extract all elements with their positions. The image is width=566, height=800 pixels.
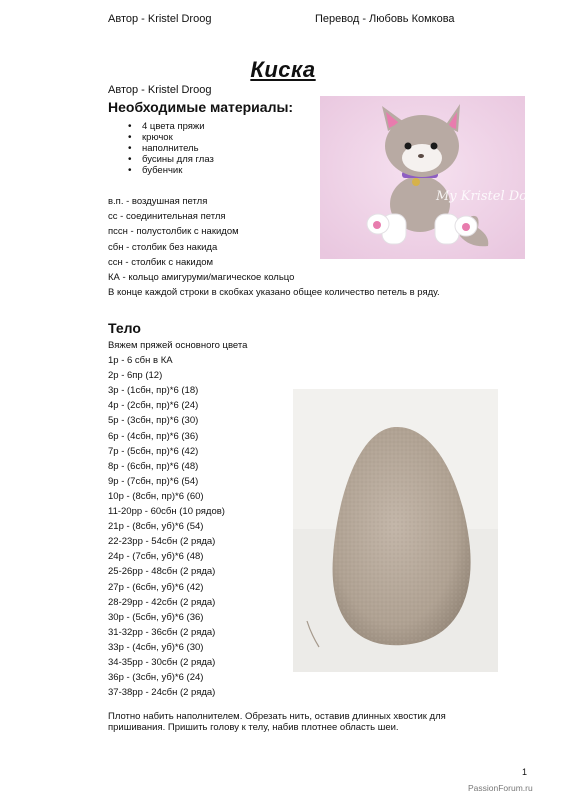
- page-number: 1: [522, 767, 528, 777]
- materials-list: [128, 121, 214, 176]
- row-line: 7р - (5сбн, пр)*6 (42): [108, 445, 199, 457]
- row-line: 36р - (3сбн, уб)*6 (24): [108, 672, 204, 684]
- row-line: 27р - (6сбн, уб)*6 (42): [108, 581, 204, 593]
- list-item: • наполнитель: [128, 143, 214, 154]
- row-line: 11-20рр - 60сбн (10 рядов): [108, 506, 225, 518]
- row-line: 22-23рр - 54сбн (2 ряда): [108, 536, 216, 548]
- author-line: Автор - Kristel Droog: [108, 84, 212, 96]
- row-line: 21р - (8сбн, уб)*6 (54): [108, 521, 204, 533]
- row-line: 37-38рр - 24сбн (2 ряда): [108, 687, 216, 699]
- row-line: 28-29рр - 42сбн (2 ряда): [108, 596, 216, 608]
- body-rows: [108, 338, 247, 700]
- body-heading: Тело: [108, 320, 141, 336]
- list-item: • крючок: [128, 132, 214, 143]
- footer-watermark: PassionForum.ru: [468, 783, 533, 793]
- abbreviation-line: сс - соединительная петля: [108, 211, 226, 223]
- row-line: 24р - (7сбн, уб)*6 (48): [108, 551, 204, 563]
- row-line: 34-35рр - 30сбн (2 ряда): [108, 656, 216, 668]
- body-photo: [293, 389, 498, 672]
- row-line: 9р - (7сбн, пр)*6 (54): [108, 475, 199, 487]
- cat-photo: [320, 96, 542, 259]
- abbreviation-line: КА - кольцо амигуруми/магическое кольцо: [108, 272, 295, 284]
- body-outro: Плотно набить наполнителем. Обрезать нить, оставив длинных хвостик для пришивания. Пришить голову к телу, набив плотнее область шеи.: [108, 711, 446, 733]
- row-line: 3р - (1сбн, пр)*6 (18): [108, 385, 199, 397]
- header-author: Автор - Kristel Droog: [108, 13, 212, 25]
- header-translation: Перевод - Любовь Комкова: [315, 13, 455, 25]
- abbreviation-line: в.п. - воздушная петля: [108, 196, 208, 207]
- list-item: • 4 цвета пряжи: [128, 121, 214, 132]
- row-line: 8р - (6сбн, пр)*6 (48): [108, 460, 199, 472]
- knitted-body-image: [293, 389, 498, 672]
- row-line: 2р - 6пр (12): [108, 370, 163, 382]
- abbreviation-line: сбн - столбик без накида: [108, 241, 218, 253]
- list-item: • бусины для глаз: [128, 154, 214, 165]
- row-line: 30р - (5сбн, уб)*6 (36): [108, 611, 204, 623]
- row-line: 31-32рр - 36сбн (2 ряда): [108, 626, 216, 638]
- abbreviation-line: пссн - полустолбик с накидом: [108, 226, 239, 238]
- row-line: 33р - (4сбн, уб)*6 (30): [108, 641, 204, 653]
- abbreviation-line: В конце каждой строки в скобках указано общее количество петель в ряду.: [108, 287, 440, 299]
- photo-watermark: My Kristel Dolls: [436, 189, 542, 204]
- body-intro: Вяжем пряжей основного цвета: [108, 340, 248, 351]
- list-item: • бубенчик: [128, 165, 214, 176]
- row-line: 10р - (8сбн, пр)*6 (60): [108, 490, 204, 502]
- materials-heading: Необходимые материалы:: [108, 99, 294, 115]
- abbreviation-line: ссн - столбик с накидом: [108, 256, 214, 268]
- row-line: 5р - (3сбн, пр)*6 (30): [108, 415, 199, 427]
- row-line: 25-26рр - 48сбн (2 ряда): [108, 566, 216, 578]
- row-line: 6р - (4сбн, пр)*6 (36): [108, 430, 199, 442]
- row-line: 4р - (2сбн, пр)*6 (24): [108, 400, 199, 412]
- amigurumi-cat-image: [320, 96, 542, 259]
- page-title: Киска: [250, 57, 316, 82]
- row-line: 1р - 6 сбн в КА: [108, 355, 173, 367]
